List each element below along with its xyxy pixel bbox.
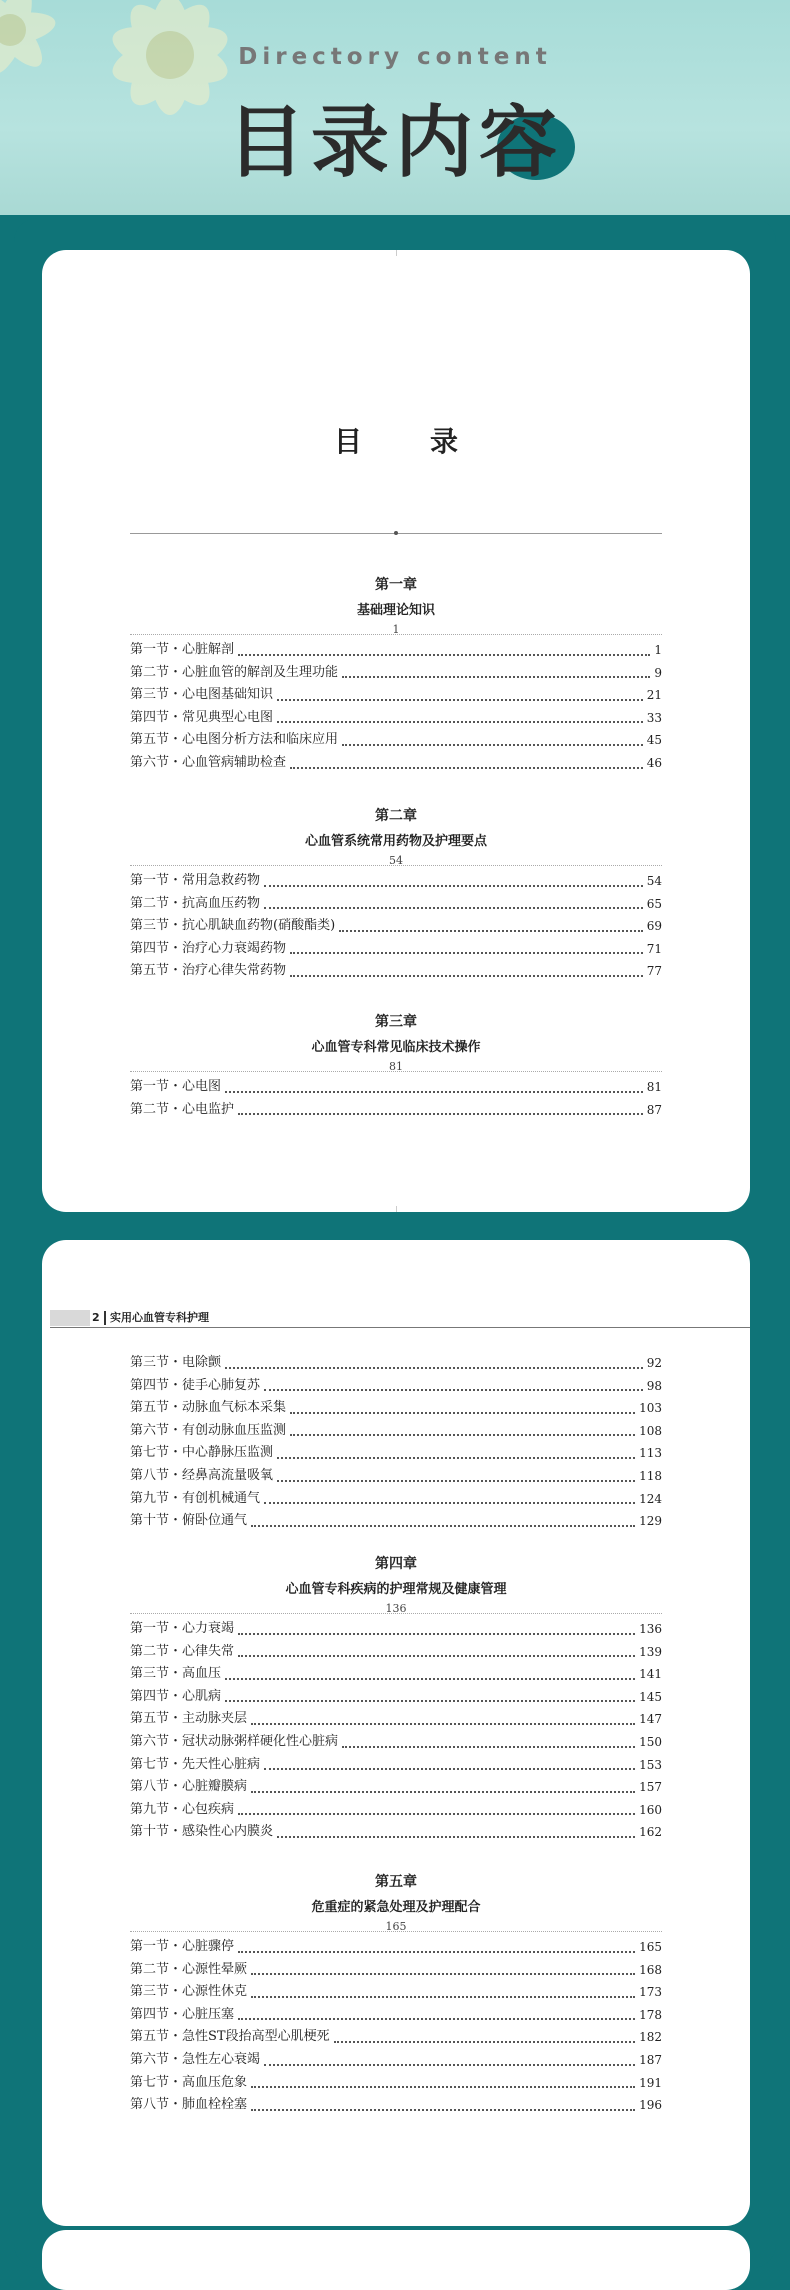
chapter-rule <box>130 1931 662 1932</box>
toc-entry[interactable]: 第三节 ・ 高血压 141 <box>130 1666 662 1682</box>
toc-entry[interactable]: 第三节 ・ 心源性休克 173 <box>130 1984 662 2000</box>
toc-entry[interactable]: 第四节 ・ 治疗心力衰竭药物 71 <box>130 940 662 956</box>
toc-entry[interactable]: 第六节 ・ 急性左心衰竭 187 <box>130 2051 662 2067</box>
section-list <box>130 1936 662 2117</box>
chapter-rule <box>130 865 662 866</box>
toc-page-3 <box>42 2230 750 2290</box>
running-head-page-number: 2 <box>92 1311 100 1324</box>
toc-entry[interactable]: 第六节 ・ 有创动脉血压监测 108 <box>130 1422 662 1438</box>
section-list <box>130 870 662 983</box>
chapter-number: 第四章 <box>375 1556 417 1572</box>
chapter-rule <box>130 1613 662 1614</box>
chapter-name: 心血管专科疾病的护理常规及健康管理 <box>285 1582 507 1597</box>
toc-entry[interactable]: 第二节 ・ 心律失常 139 <box>130 1643 662 1659</box>
chapter-heading <box>42 1555 750 1615</box>
section-list <box>130 1076 662 1121</box>
chapter-name: 危重症的紧急处理及护理配合 <box>311 1900 481 1915</box>
toc-entry[interactable]: 第二节 ・ 心电监护 87 <box>130 1101 662 1117</box>
chapter-number: 第五章 <box>375 1874 417 1890</box>
chapter-page: 81 <box>389 1060 403 1073</box>
toc-entry[interactable]: 第四节 ・ 心脏压塞 178 <box>130 2006 662 2022</box>
toc-entry[interactable]: 第二节 ・ 抗高血压药物 65 <box>130 895 662 911</box>
chapter-page: 165 <box>385 1920 407 1933</box>
toc-entry[interactable]: 第六节 ・ 冠状动脉粥样硬化性心脏病 150 <box>130 1733 662 1749</box>
toc-entry[interactable]: 第九节 ・ 有创机械通气 124 <box>130 1490 662 1506</box>
header-banner <box>0 0 790 215</box>
toc-entry[interactable]: 第七节 ・ 先天性心脏病 153 <box>130 1756 662 1772</box>
chapter-name: 心血管专科常见临床技术操作 <box>311 1040 481 1055</box>
chapter-heading <box>42 1873 750 1933</box>
chapter-number: 第二章 <box>375 808 417 824</box>
toc-entry[interactable]: 第四节 ・ 心肌病 145 <box>130 1688 662 1704</box>
section-list <box>130 1352 662 1533</box>
chapter-page: 136 <box>385 1602 407 1615</box>
chapter-number: 第一章 <box>375 577 417 593</box>
running-head <box>50 1310 750 1326</box>
toc-entry[interactable]: 第七节 ・ 中心静脉压监测 113 <box>130 1445 662 1461</box>
toc-entry[interactable]: 第一节 ・ 心脏解剖 1 <box>130 642 662 657</box>
toc-entry[interactable]: 第一节 ・ 心力衰竭 136 <box>130 1621 662 1636</box>
chapter-name: 心血管系统常用药物及护理要点 <box>304 834 487 849</box>
chapter-page: 54 <box>389 854 403 867</box>
toc-entry[interactable]: 第一节 ・ 常用急救药物 54 <box>130 873 662 888</box>
chapter-number: 第三章 <box>375 1014 417 1030</box>
header-subtitle-en: Directory content <box>238 44 552 70</box>
toc-entry[interactable]: 第八节 ・ 心脏瓣膜病 157 <box>130 1779 662 1795</box>
toc-page-2 <box>42 1240 750 2226</box>
section-list <box>130 1618 662 1844</box>
toc-entry[interactable]: 第五节 ・ 治疗心律失常药物 77 <box>130 963 662 979</box>
toc-entry[interactable]: 第三节 ・ 抗心肌缺血药物(硝酸酯类) 69 <box>130 918 662 934</box>
toc-entry[interactable]: 第三节 ・ 心电图基础知识 21 <box>130 687 662 703</box>
toc-entry[interactable]: 第十节 ・ 俯卧位通气 129 <box>130 1513 662 1529</box>
chapter-name: 基础理论知识 <box>356 603 435 618</box>
toc-entry[interactable]: 第八节 ・ 肺血栓栓塞 196 <box>130 2097 662 2113</box>
title-rule <box>130 533 662 534</box>
toc-entry[interactable]: 第十节 ・ 感染性心内膜炎 162 <box>130 1824 662 1840</box>
toc-entry[interactable]: 第八节 ・ 经鼻高流量吸氧 118 <box>130 1467 662 1483</box>
toc-entry[interactable]: 第六节 ・ 心血管病辅助检查 46 <box>130 754 662 770</box>
toc-title: 目 录 <box>333 425 478 458</box>
crop-mark <box>396 1206 397 1212</box>
section-list <box>130 639 662 775</box>
crop-mark <box>42 1244 50 1245</box>
chapter-rule <box>130 634 662 635</box>
header-title-cn: 目录内容 <box>226 98 563 188</box>
running-head-book-title: 实用心血管专科护理 <box>110 1311 209 1324</box>
crop-mark <box>396 250 397 256</box>
toc-entry[interactable]: 第四节 ・ 徒手心肺复苏 98 <box>130 1377 662 1393</box>
toc-entry[interactable]: 第二节 ・ 心脏血管的解剖及生理功能 9 <box>130 664 662 680</box>
toc-entry[interactable]: 第五节 ・ 动脉血气标本采集 103 <box>130 1400 662 1416</box>
chapter-heading <box>42 576 750 636</box>
toc-entry[interactable]: 第二节 ・ 心源性晕厥 168 <box>130 1961 662 1977</box>
toc-entry[interactable]: 第一节 ・ 心电图 81 <box>130 1079 662 1094</box>
chapter-heading <box>42 807 750 867</box>
toc-entry[interactable]: 第九节 ・ 心包疾病 160 <box>130 1801 662 1817</box>
toc-entry[interactable]: 第五节 ・ 急性ST段抬高型心肌梗死 182 <box>130 2029 662 2045</box>
toc-entry[interactable]: 第三节 ・ 电除颤 92 <box>130 1355 662 1370</box>
toc-entry[interactable]: 第五节 ・ 心电图分析方法和临床应用 45 <box>130 732 662 748</box>
toc-page-1 <box>42 250 750 1212</box>
toc-entry[interactable]: 第七节 ・ 高血压危象 191 <box>130 2074 662 2090</box>
toc-entry[interactable]: 第一节 ・ 心脏骤停 165 <box>130 1939 662 1954</box>
toc-entry[interactable]: 第四节 ・ 常见典型心电图 33 <box>130 709 662 725</box>
chapter-page: 1 <box>392 623 400 636</box>
chapter-heading <box>42 1013 750 1073</box>
chapter-rule <box>130 1071 662 1072</box>
crop-mark <box>742 1244 750 1245</box>
toc-entry[interactable]: 第五节 ・ 主动脉夹层 147 <box>130 1711 662 1727</box>
